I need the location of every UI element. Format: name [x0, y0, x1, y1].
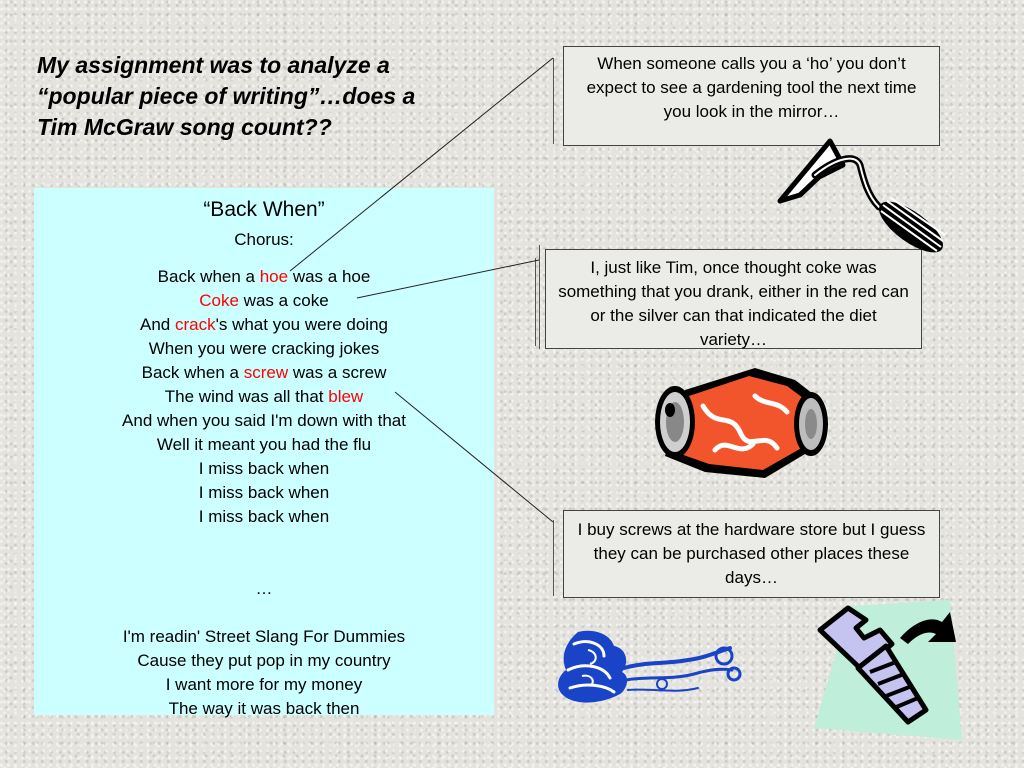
slang-word-coke: Coke	[199, 291, 239, 310]
lyric-line: Back when a screw was a screw	[141, 363, 387, 382]
slang-word-hoe: hoe	[259, 267, 289, 286]
callout-text: I, just like Tim, once thought coke was something that you drank, either in the red can or the silver can that indicated the diet variety…	[558, 258, 909, 349]
lyric-line: I miss back when	[198, 459, 330, 478]
hoe-icon	[775, 135, 950, 260]
leader-line-coke	[357, 260, 539, 298]
lyric-line: Cause they put pop in my country	[137, 651, 391, 670]
slang-word-blew: blew	[328, 387, 364, 406]
lyric-line: And when you said I'm down with that	[122, 411, 406, 430]
song-title: “Back When”	[203, 198, 325, 221]
lyric-line: Well it meant you had the flu	[156, 435, 372, 454]
crushed-can-icon	[645, 360, 835, 490]
chorus-label: Chorus:	[234, 230, 294, 249]
leader-line-hoe	[290, 58, 553, 271]
lyric-line: I miss back when	[198, 507, 330, 526]
wind-icon	[548, 622, 748, 712]
lyric-line: And crack's what you were doing	[139, 315, 388, 334]
callout-text: I buy screws at the hardware store but I guess they can be purchased other places these days…	[577, 520, 926, 587]
callout-text: When someone calls you a ‘ho’ you don’t expect to see a gardening tool the next time you look in the mirror…	[586, 54, 917, 121]
lyric-line: Coke was a coke	[199, 291, 329, 310]
slang-word-screw: screw	[243, 363, 289, 382]
leader-line-screw	[395, 392, 553, 522]
lyric-line: Back when a hoe was a hoe	[157, 267, 371, 286]
screw-icon	[800, 598, 970, 743]
lyric-line: I'm readin' Street Slang For Dummies	[122, 627, 406, 646]
lyric-line: When you were cracking jokes	[148, 339, 380, 358]
lyric-line: The wind was all that blew	[164, 387, 364, 406]
slide-title: My assignment was to analyze a “popular piece of writing”…does a Tim McGraw song count??	[37, 52, 416, 140]
slang-word-crack: crack	[174, 315, 216, 334]
lyric-line: I want more for my money	[165, 675, 363, 694]
lyric-line: I miss back when	[198, 483, 330, 502]
lyrics-ellipsis: …	[255, 579, 273, 598]
lyric-line: The way it was back then	[168, 699, 360, 718]
